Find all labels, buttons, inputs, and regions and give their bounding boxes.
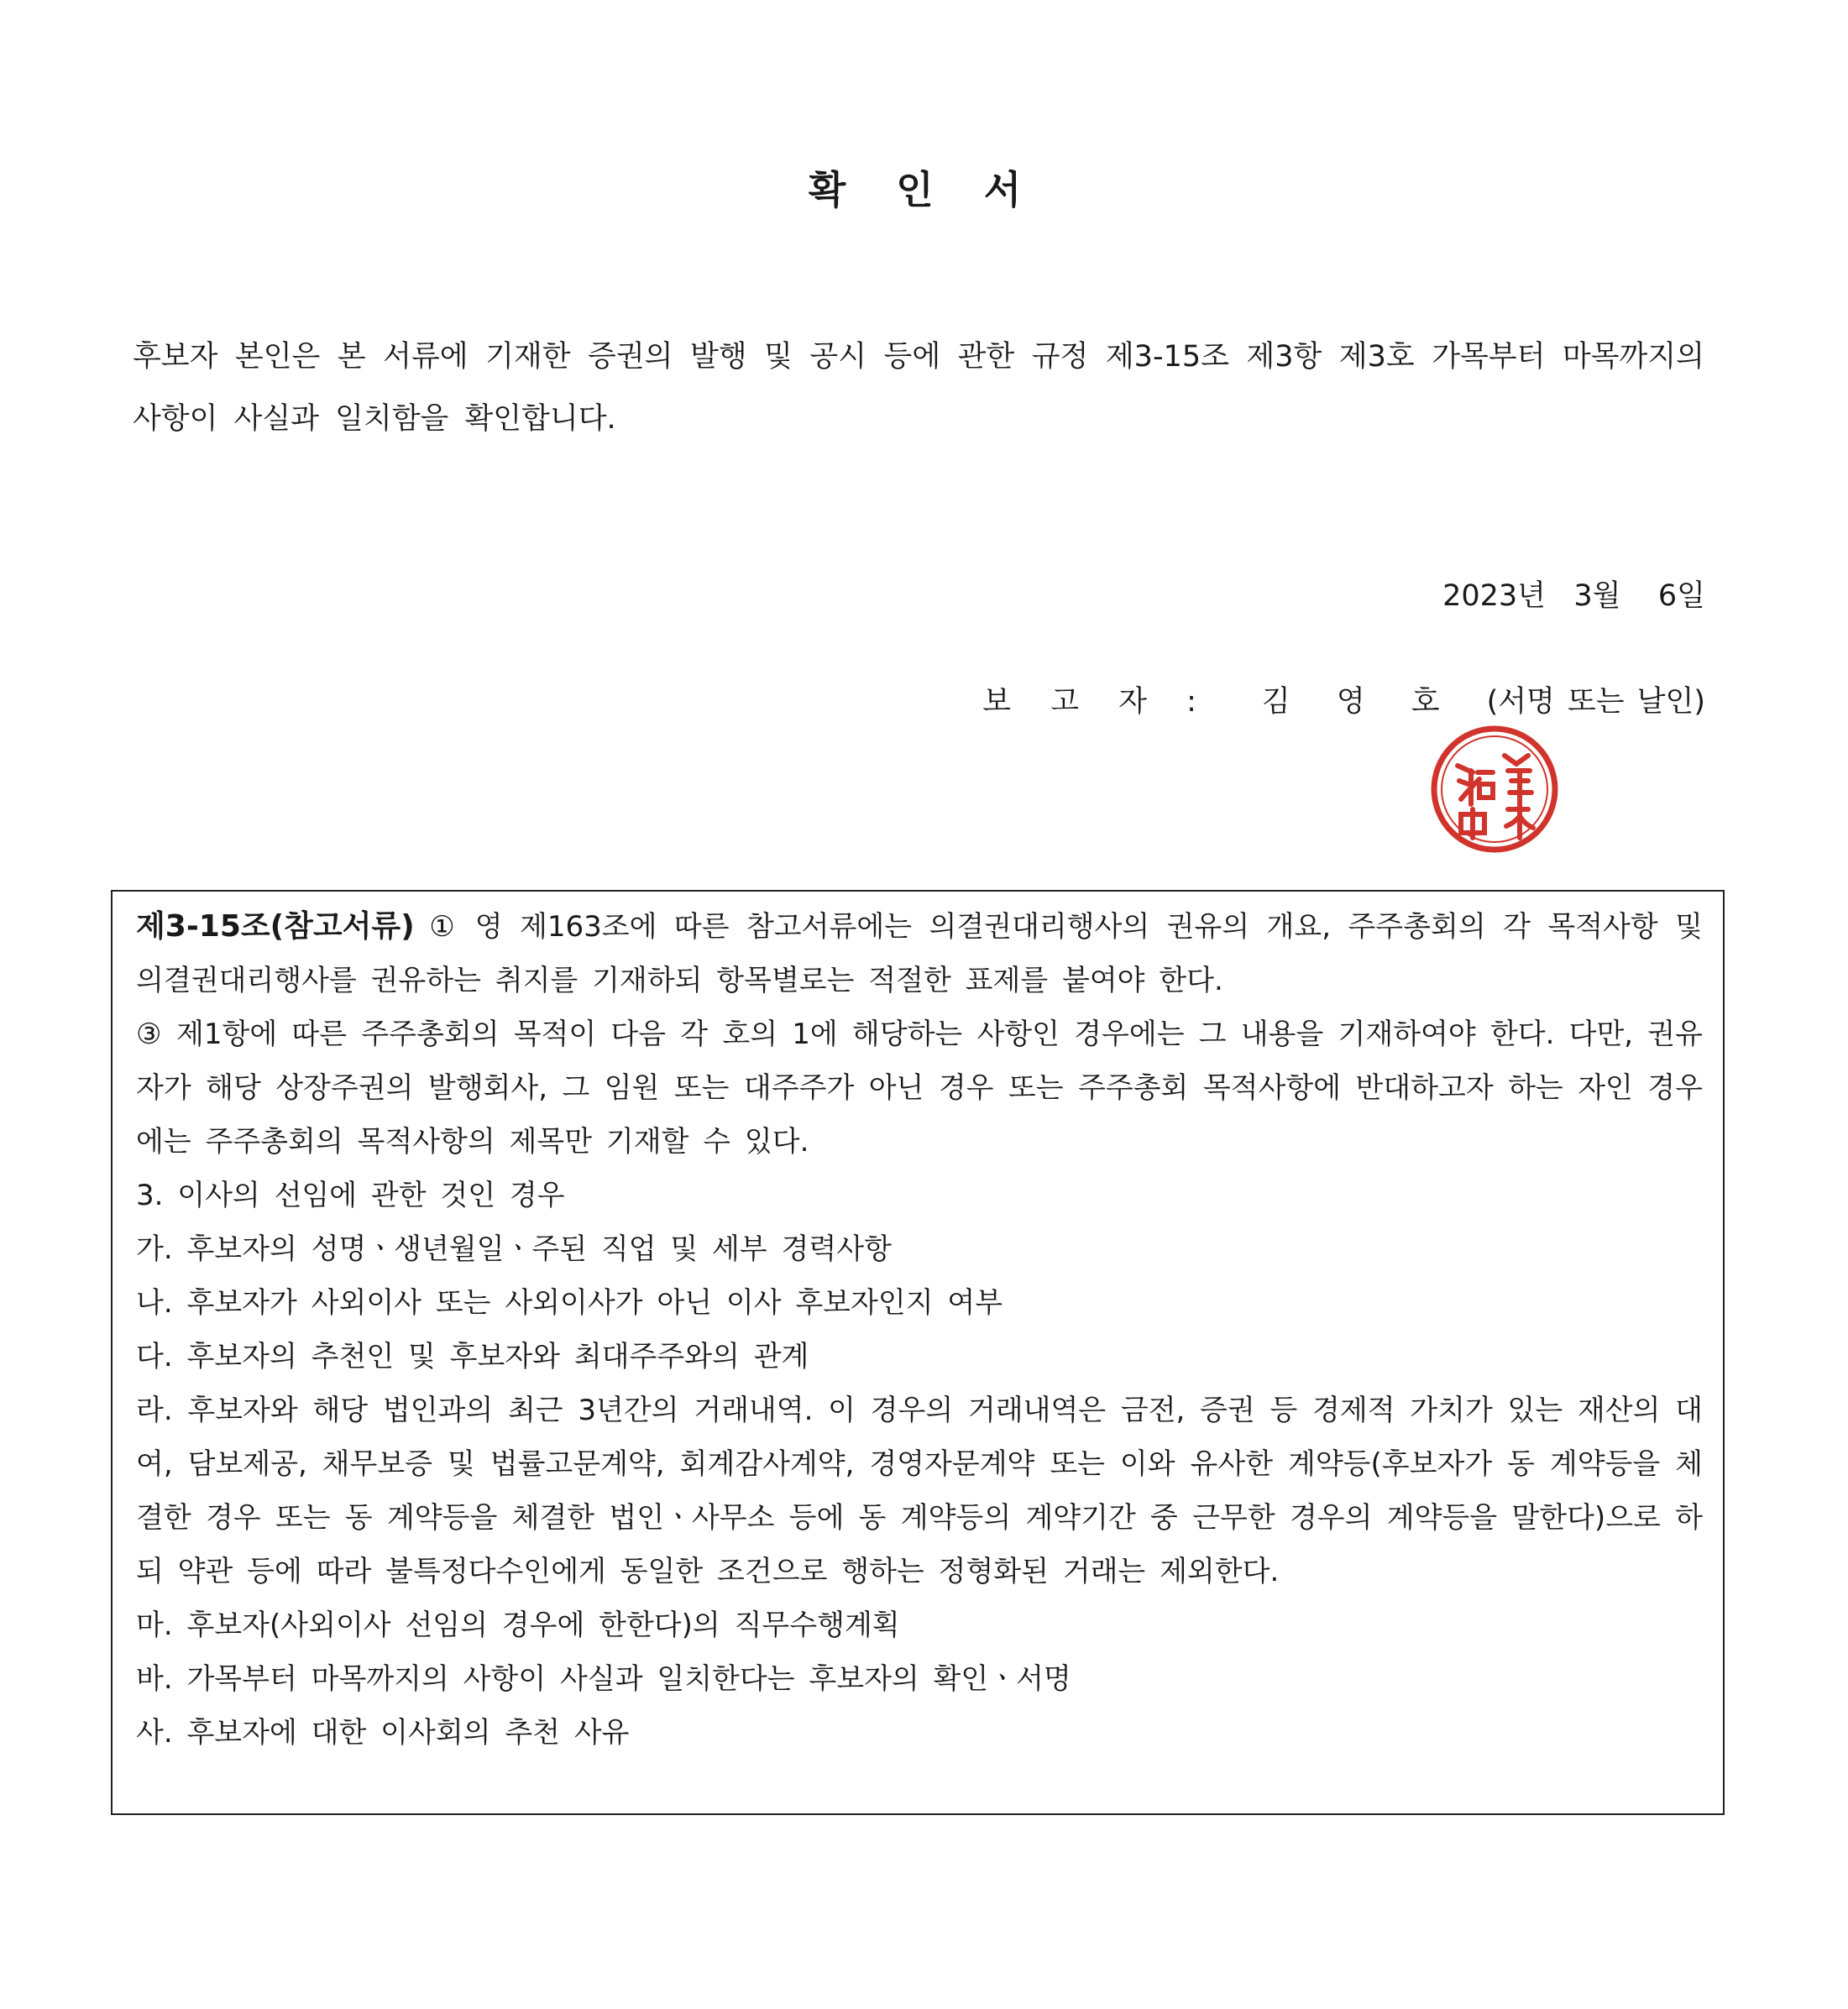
list-item: 나. 후보자가 사외이사 또는 사외이사가 아닌 이사 후보자인지 여부 bbox=[136, 1286, 1003, 1320]
article-heading: 제3-15조(참고서류) bbox=[136, 909, 415, 944]
reporter-line bbox=[982, 678, 1705, 720]
clause-3: 3. 이사의 선임에 관한 것인 경우 bbox=[136, 1179, 565, 1212]
list-item: 라. 후보자와 해당 법인과의 최근 3년간의 거래내역. 이 경우의 거래내역은 금전, 증권 등 경제적 가치가 있는 재산의 대여, 담보제공, 채무보증 및 법률고문계약, 회계감사계약, 경영자문계약 또는 이와 유사한 계약등(후보자가 동 계약등을 체결한 경우 또는 동 계약등을 체결한 법인ㆍ사무소 등에 동 계약등의 계약기간 중 근무한 경우의 계약등을 말한다)으로 하되 약관 등에 따라 불특정다수인에게 동일한 조건으로 행하는 정형화된 거래는 제외한다. bbox=[136, 1394, 1703, 1588]
paragraph-1-text: ① 영 제163조에 따른 참고서류에는 의결권대리행사의 권유의 개요, 주주총회의 각 목적사항 및 의결권대리행사를 권유하는 취지를 기재하되 항목별로는 적절한 표제를 붙여야 한다. bbox=[136, 910, 1703, 997]
list-item: 사. 후보자에 대한 이사회의 추천 사유 bbox=[136, 1716, 630, 1750]
reporter-name: 김 영 호 bbox=[1261, 685, 1458, 719]
list-item: 가. 후보자의 성명ㆍ생년월일ㆍ주된 직업 및 세부 경력사항 bbox=[136, 1232, 892, 1266]
page-title: 확 인 서 bbox=[808, 167, 1040, 212]
confirmation-statement: 후보자 본인은 본 서류에 기재한 증권의 발행 및 공시 등에 관한 규정 제3-15조 제3항 제3호 가목부터 마목까지의 사항이 사실과 일치함을 확인합니다. bbox=[133, 340, 1704, 436]
seal-stamp-icon bbox=[1427, 722, 1562, 856]
reporter-label: 보 고 자 : bbox=[982, 685, 1212, 719]
list-item: 다. 후보자의 추천인 및 후보자와 최대주주와의 관계 bbox=[136, 1340, 809, 1373]
signature-note: (서명 또는 날인) bbox=[1486, 685, 1705, 719]
regulation-paragraph-3: ③ 제1항에 따른 주주총회의 목적이 다음 각 호의 1에 해당하는 사항인 경우에는 그 내용을 기재하여야 한다. 다만, 권유자가 해당 상장주권의 발행회사, 그 임원 또는 대주주가 아닌 경우 또는 주주총회 목적사항에 반대하고자 하는 자인 경우에는 주주총회의 목적사항의 제목만 기재할 수 있다. bbox=[136, 1018, 1703, 1159]
regulation-paragraph-1 bbox=[136, 900, 1703, 1007]
date: 2023년 3월 6일 bbox=[1442, 579, 1705, 613]
list-item: 바. 가목부터 마목까지의 사항이 사실과 일치한다는 후보자의 확인ㆍ서명 bbox=[136, 1662, 1071, 1696]
regulation-box bbox=[111, 890, 1725, 1815]
list-item: 마. 후보자(사외이사 선임의 경우에 한한다)의 직무수행계획 bbox=[136, 1609, 900, 1642]
